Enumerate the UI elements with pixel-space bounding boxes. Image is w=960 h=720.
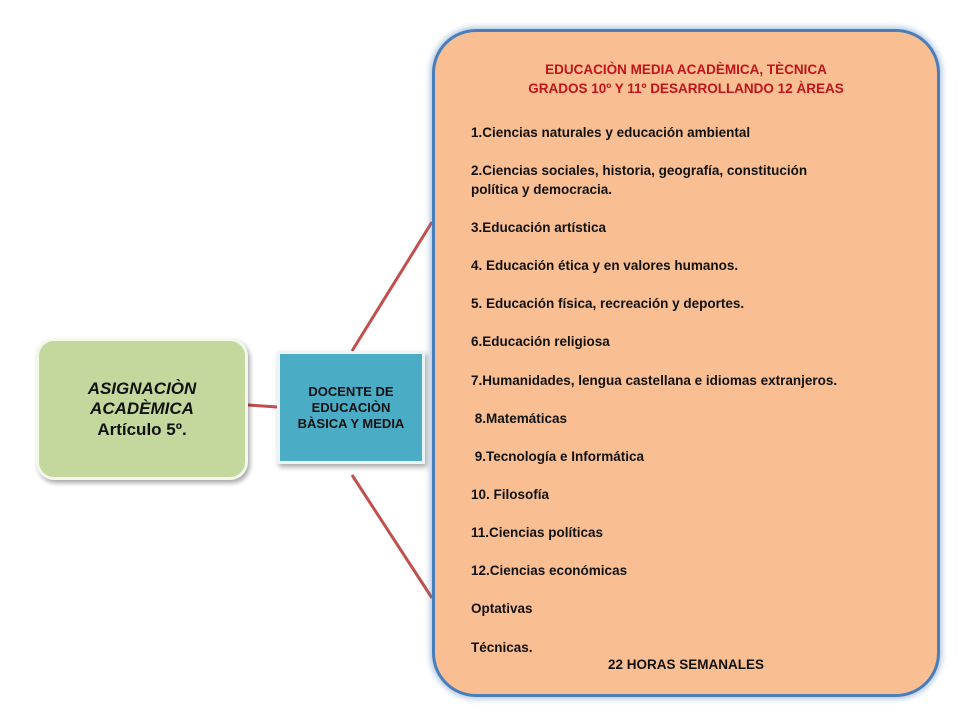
area-item: Técnicas. xyxy=(471,640,533,655)
area-item: 10. Filosofía xyxy=(471,487,550,502)
area-item: 9.Tecnología e Informática xyxy=(471,449,645,464)
areas-title-line2: GRADOS 10º Y 11º DESARROLLANDO 12 ÀREAS xyxy=(528,81,844,96)
connector-left-to-middle xyxy=(248,405,277,407)
areas-title-line1: EDUCACIÒN MEDIA ACADÈMICA, TÈCNICA xyxy=(545,62,827,77)
area-item: 8.Matemáticas xyxy=(471,411,568,426)
docente-node-label: DOCENTE DE EDUCACIÒN BÀSICA Y MEDIA xyxy=(297,383,405,431)
area-item: 11.Ciencias políticas xyxy=(471,525,604,540)
area-item: 7.Humanidades, lengua castellana e idiomas extranjeros. xyxy=(471,373,838,388)
area-item: 2.Ciencias sociales, historia, geografía, constitución xyxy=(471,163,808,178)
areas-node xyxy=(432,29,940,697)
node-title-line2: ACADÈMICA xyxy=(90,398,194,418)
area-item: 5. Educación física, recreación y deportes. xyxy=(471,296,745,311)
area-item: Optativas xyxy=(471,601,533,616)
node-subtitle: Artículo 5º. xyxy=(97,419,187,439)
area-item: 4. Educación ética y en valores humanos. xyxy=(471,258,739,273)
area-item: política y democracia. xyxy=(471,182,613,197)
connector-middle-to-right-lower xyxy=(352,475,432,598)
weekly-hours-footer: 22 HORAS SEMANALES xyxy=(607,657,765,672)
docente-node xyxy=(277,351,425,464)
area-item: 3.Educación artística xyxy=(471,220,607,235)
area-item: 12.Ciencias económicas xyxy=(471,563,628,578)
area-item: 1.Ciencias naturales y educación ambiental xyxy=(471,125,751,140)
connector-middle-to-right-upper xyxy=(352,222,432,351)
area-item: 6.Educación religiosa xyxy=(471,334,610,349)
asignacion-academica-node xyxy=(36,338,248,480)
node-title-line1: ASIGNACIÒN xyxy=(87,378,197,398)
